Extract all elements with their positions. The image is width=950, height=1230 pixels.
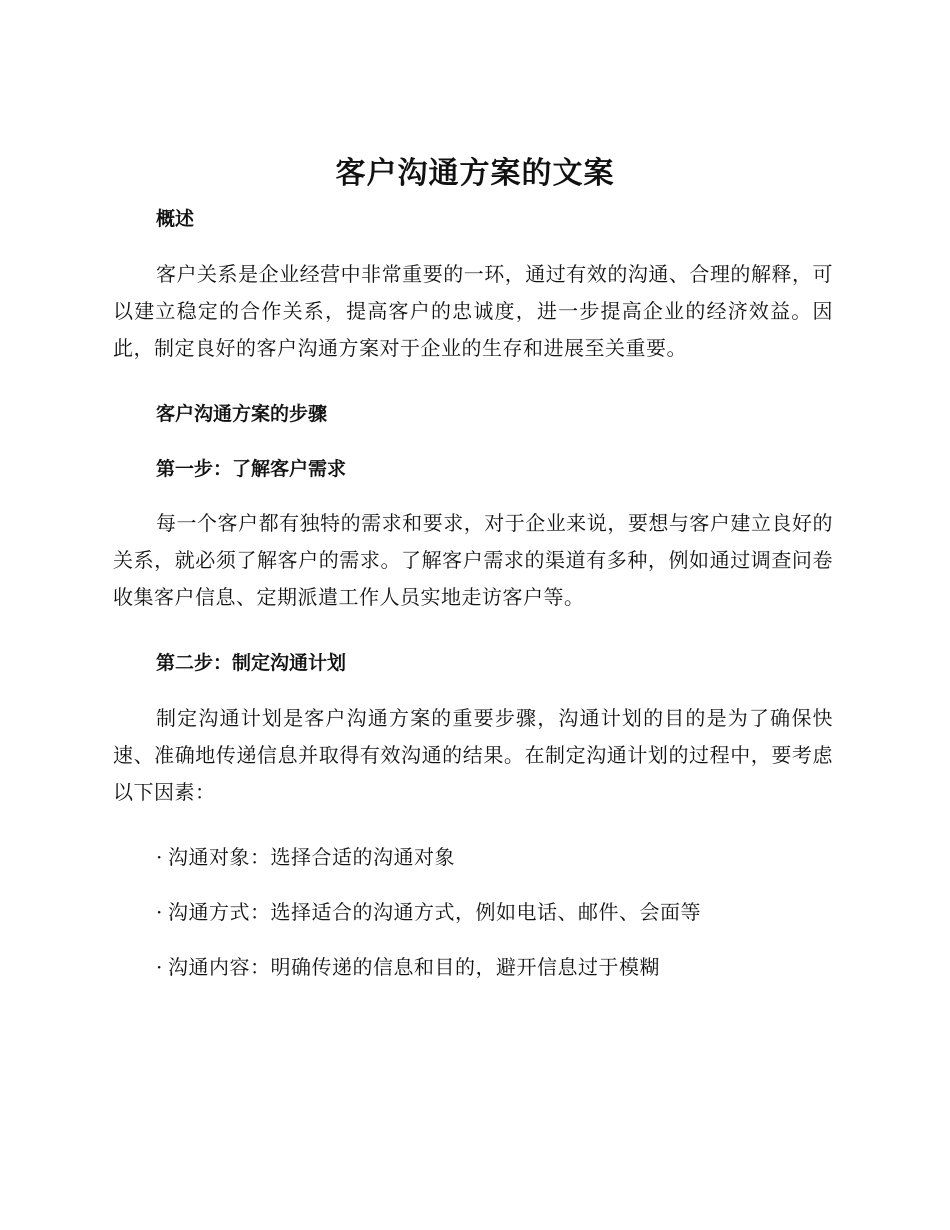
paragraph-overview: 客户关系是企业经营中非常重要的一环，通过有效的沟通、合理的解释，可以建立稳定的合作关系，提高客户的忠诚度，进一步提高企业的经济效益。因此，制定良好的客户沟通方案对于企业的生存和进展至关重要。 <box>113 262 833 360</box>
paragraph-step-two: 制定沟通计划是客户沟通方案的重要步骤，沟通计划的目的是为了确保快速、准确地传递信息并取得有效沟通的结果。在制定沟通计划的过程中，要考虑以下因素： <box>113 706 833 804</box>
bullet-text: 沟通内容：明确传递的信息和目的，避开信息过于模糊 <box>168 955 660 979</box>
section-heading-overview: 概述 <box>156 208 195 230</box>
bullet-marker: · <box>156 955 163 979</box>
bullet-marker: · <box>156 900 163 924</box>
section-heading-step-two: 第二步：制定沟通计划 <box>156 652 347 674</box>
bullet-marker: · <box>156 845 163 869</box>
bullet-text: 沟通对象：选择合适的沟通对象 <box>168 845 455 869</box>
document-title: 客户沟通方案的文案 <box>335 156 615 191</box>
bullet-item-target <box>156 841 856 873</box>
paragraph-step-one: 每一个客户都有独特的需求和要求，对于企业来说，要想与客户建立良好的关系，就必须了解客户的需求。了解客户需求的渠道有多种，例如通过调查问卷收集客户信息、定期派遣工作人员实地走访客户等。 <box>113 511 833 609</box>
section-heading-step-one: 第一步：了解客户需求 <box>156 458 347 480</box>
section-heading-steps: 客户沟通方案的步骤 <box>156 403 328 425</box>
bullet-item-method <box>156 896 856 928</box>
bullet-item-content <box>156 951 856 983</box>
bullet-text: 沟通方式：选择适合的沟通方式，例如电话、邮件、会面等 <box>168 900 701 924</box>
